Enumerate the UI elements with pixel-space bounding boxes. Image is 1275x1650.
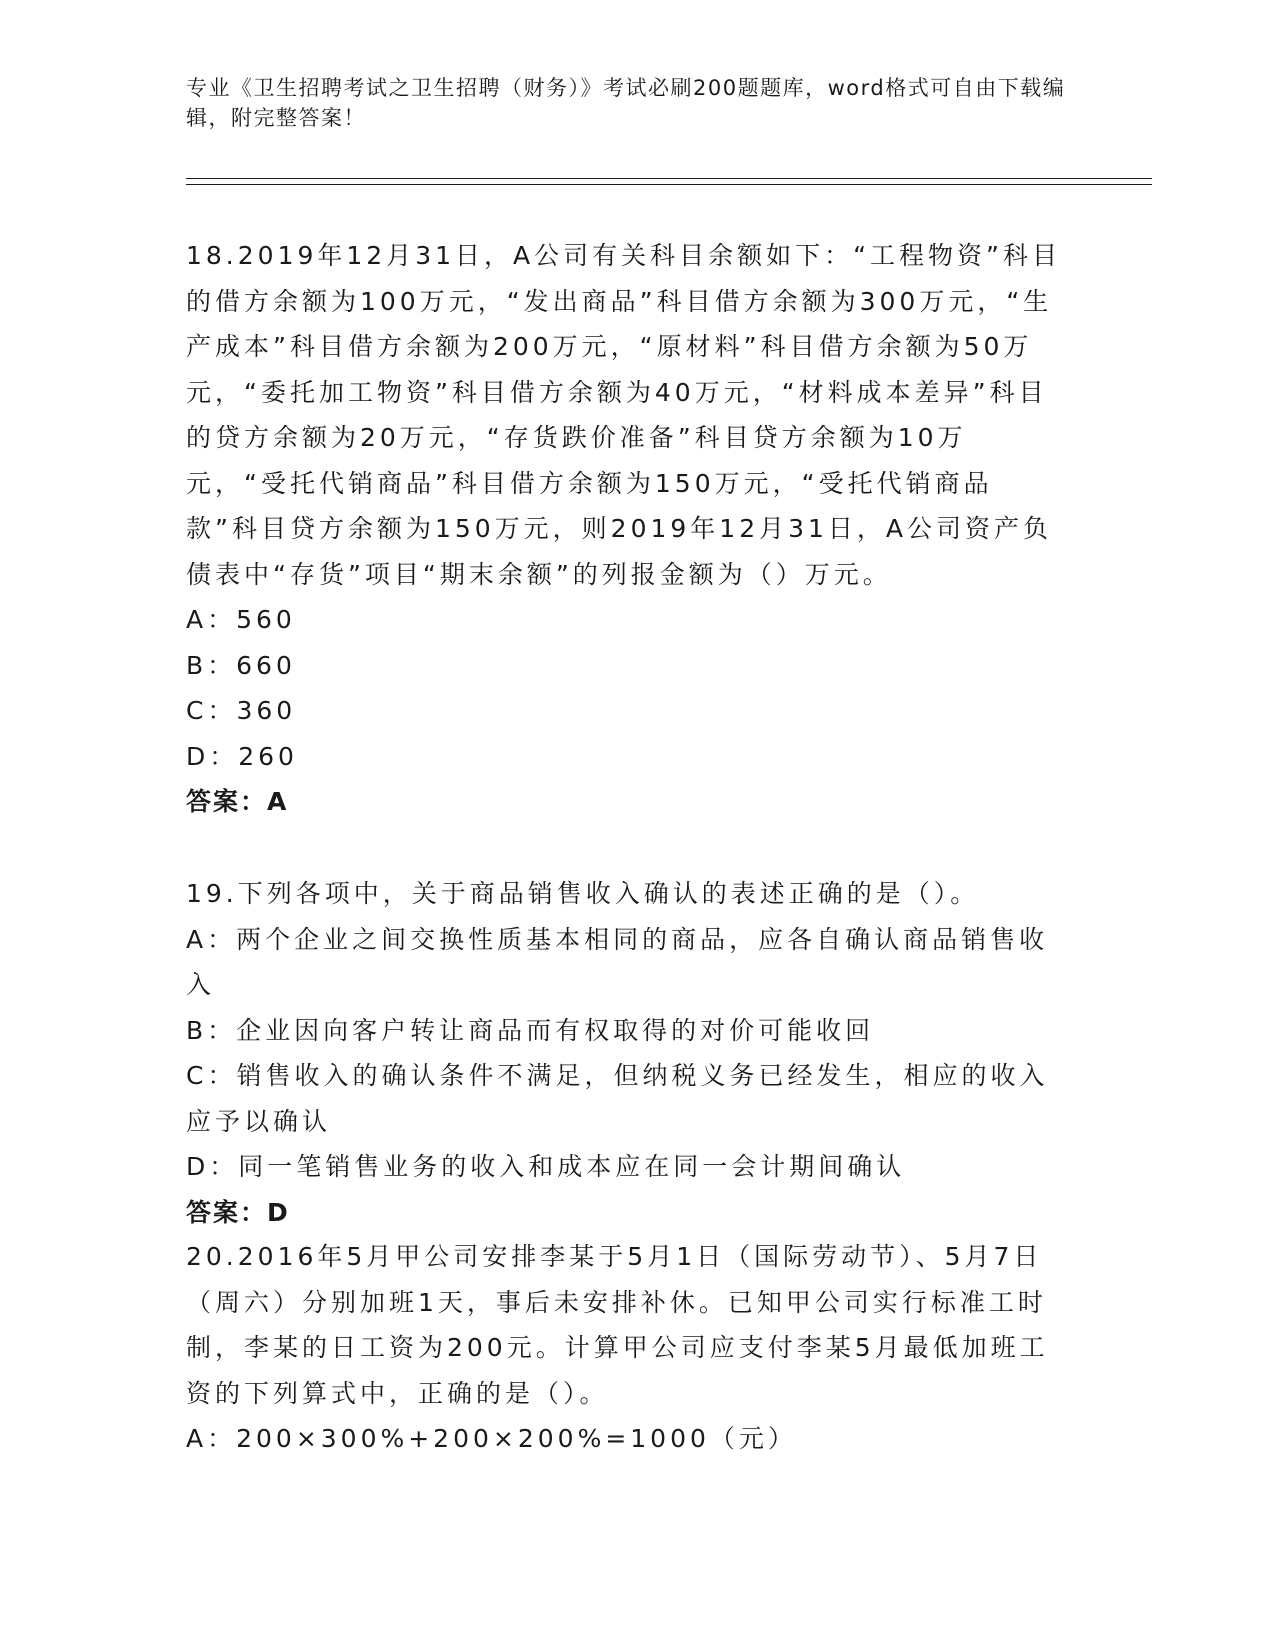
document-header: 专业《卫生招聘考试之卫生招聘（财务）》考试必刷200题题库，word格式可自由下载编辑，附完整答案！ — [186, 76, 1066, 130]
option-a: A：560 — [186, 605, 296, 634]
answer: 答案：D — [186, 1197, 290, 1227]
option-b: B：660 — [186, 650, 296, 680]
option-a: A：200×300%+200×200%=1000（元） — [186, 1424, 797, 1453]
question-stem: 20.2016年5月甲公司安排李某于5月1日（国际劳动节）、5月7日（周六）分别加班1天，事后未安排补休。已知甲公司实行标准工时制，李某的日工资为200元。计算甲公司应支付李某5月最低加班工资的下列算式中，正确的是（）。 — [186, 1242, 1049, 1408]
option-a: A：两个企业之间交换性质基本相同的商品，应各自确认商品销售收入 — [186, 924, 1049, 999]
question-19 — [186, 871, 1066, 1235]
option-c: C：销售收入的确认条件不满足，但纳税义务已经发生，相应的收入应予以确认 — [186, 1061, 1049, 1136]
option-d: D：260 — [186, 741, 298, 771]
header-divider-top — [186, 178, 1152, 179]
question-stem: 18.2019年12月31日，A公司有关科目余额如下：“工程物资”科目的借方余额为100万元，“发出商品”科目借方余额为300万元，“生产成本”科目借方余额为200万元，“原材料”科目借方余额为50万元，“委托加工物资”科目借方余额为40万元，“材料成本差异”科目的贷方余额为20万元，“存货跌价准备”科目贷方余额为10万元，“受托代销商品”科目借方余额为150万元，“受托代销商品款”科目贷方余额为150万元，则2019年12月31日，A公司资产负债表中“存货”项目“期末余额”的列报金额为（）万元。 — [186, 241, 1062, 589]
answer: 答案：A — [186, 787, 289, 816]
question-18 — [186, 233, 1066, 825]
option-c: C：360 — [186, 696, 297, 725]
question-20 — [186, 1234, 1066, 1462]
header-divider-bottom — [186, 184, 1152, 185]
option-b: B：企业因向客户转让商品而有权取得的对价可能收回 — [186, 1015, 875, 1045]
option-d: D：同一笔销售业务的收入和成本应在同一会计期间确认 — [186, 1152, 906, 1181]
question-stem: 19.下列各项中，关于商品销售收入确认的表述正确的是（）。 — [186, 879, 980, 908]
